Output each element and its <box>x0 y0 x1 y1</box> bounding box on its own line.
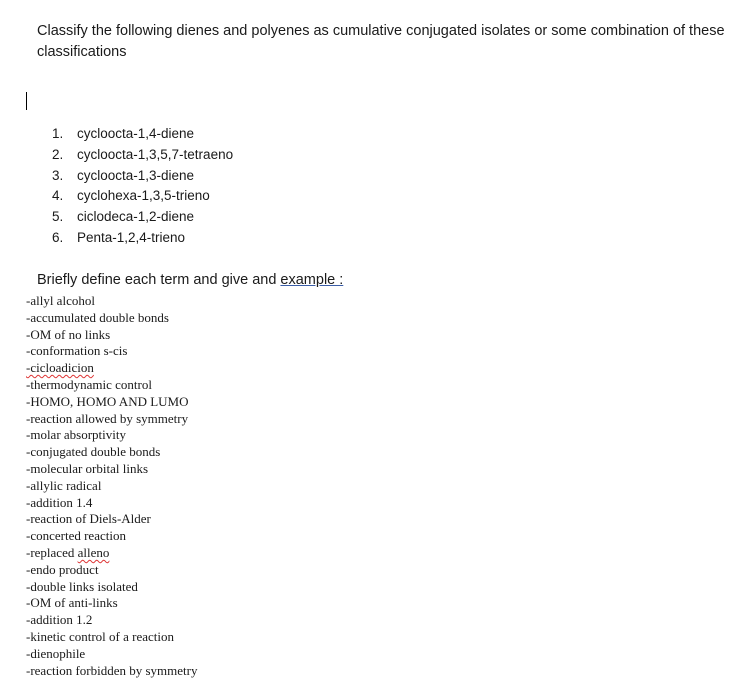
compound-item <box>52 124 233 145</box>
compound-item <box>52 228 233 249</box>
term-item: -molar absorptivity <box>26 427 127 443</box>
compound-list <box>52 124 233 249</box>
compound-item <box>52 166 233 187</box>
term-item: -replaced alleno <box>26 544 110 560</box>
compound-name: cycloocta-1,3,5,7-tetraeno <box>77 146 234 162</box>
term-item: -OM of no links <box>26 326 111 342</box>
compound-item <box>52 145 233 166</box>
term-item: -conjugated double bonds <box>26 444 161 460</box>
term-item: -concerted reaction <box>26 528 126 544</box>
term-item: -allyl alcohol <box>26 293 95 308</box>
compound-item <box>52 207 233 228</box>
compound-number: 2. <box>52 146 64 162</box>
define-instruction <box>37 270 343 290</box>
term-item: -HOMO, HOMO AND LUMO <box>26 393 189 409</box>
compound-number: 1. <box>52 126 64 141</box>
term-item: -OM of anti-links <box>26 595 118 611</box>
term-item: -conformation s-cis <box>26 343 128 359</box>
text-cursor <box>26 92 27 110</box>
compound-item <box>52 186 233 207</box>
term-item: -addition 1.2 <box>26 612 93 628</box>
question-prompt: Classify the following dienes and polyenes as cumulative conjugated isolates or some combination of these classifications <box>37 23 725 60</box>
compound-name: cycloocta-1,4-diene <box>77 126 195 141</box>
term-item: -dienophile <box>26 645 86 661</box>
compound-name: ciclodeca-1,2-diene <box>77 209 195 225</box>
compound-name: cycloocta-1,3-diene <box>77 167 195 183</box>
compound-number: 5. <box>52 209 64 225</box>
term-list <box>26 293 197 679</box>
term-item: -allylic radical <box>26 477 102 493</box>
term-item: -addition 1.4 <box>26 494 93 510</box>
term-item: -molecular orbital links <box>26 460 149 476</box>
compound-number: 6. <box>52 229 64 245</box>
term-item: -reaction allowed by symmetry <box>26 410 189 426</box>
compound-number: 3. <box>52 167 64 183</box>
term-item: -reaction of Diels-Alder <box>26 511 151 527</box>
compound-number: 4. <box>52 188 64 204</box>
term-item: -endo product <box>26 561 99 577</box>
term-item: -kinetic control of a reaction <box>26 628 174 644</box>
term-item: -thermodynamic control <box>26 376 152 392</box>
term-item: -reaction forbidden by symmetry <box>26 662 198 678</box>
term-item: -cicloadicion <box>26 360 94 376</box>
compound-name: Penta-1,2,4-trieno <box>77 229 186 245</box>
example-link[interactable]: example : <box>280 272 344 288</box>
term-item: -double links isolated <box>26 578 138 594</box>
misspelled-word: alleno <box>77 544 110 560</box>
term-item: -accumulated double bonds <box>26 309 169 325</box>
define-lead: Briefly define each term and give and <box>37 272 281 288</box>
compound-name: cyclohexa-1,3,5-trieno <box>77 188 210 204</box>
